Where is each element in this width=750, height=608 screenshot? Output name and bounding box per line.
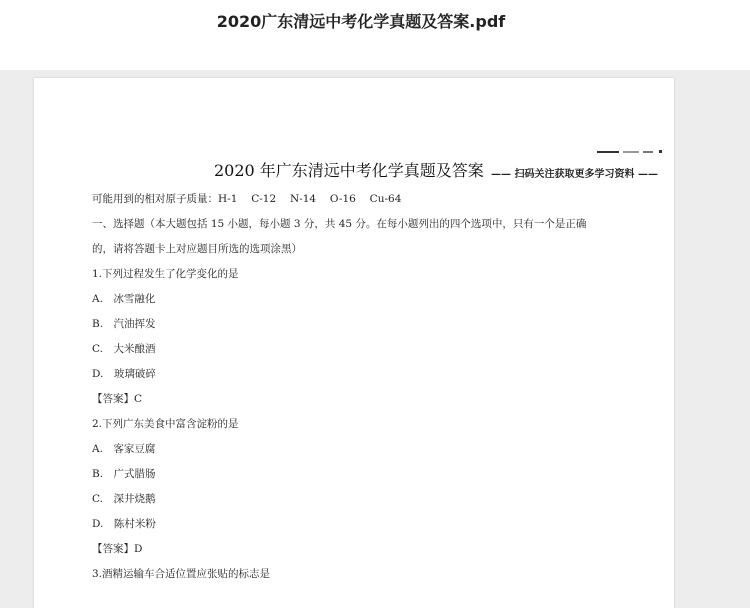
document-page <box>34 78 674 608</box>
text-line: 一、选择题（本大题包括 15 小题，每小题 3 分，共 45 分。在每小题列出的四个选项中，只有一个是正确 <box>92 218 587 230</box>
viewer-header <box>0 0 750 70</box>
text-line: 【答案】C <box>92 393 143 405</box>
text-line: B. 广式腊肠 <box>92 468 156 480</box>
text-line: D. 玻璃破碎 <box>92 368 156 380</box>
file-title: 2020广东清远中考化学真题及答案.pdf <box>216 12 506 31</box>
text-line: 3.酒精运输车合适位置应张贴的标志是 <box>92 568 271 580</box>
text-line: C. 深井烧鹅 <box>92 493 156 505</box>
text-line: A. 冰雪融化 <box>92 293 156 305</box>
text-line: B. 汽油挥发 <box>92 318 156 330</box>
promo-decoration <box>597 149 663 155</box>
text-line: 可能用到的相对原子质量：H-1 C-12 N-14 O-16 Cu-64 <box>92 193 402 205</box>
document-title: 2020 年广东清远中考化学真题及答案 <box>214 161 484 180</box>
text-line: D. 陈村米粉 <box>92 518 156 530</box>
text-line: C. 大米酿酒 <box>92 343 156 355</box>
promo-text: —— 扫码关注获取更多学习资料 —— <box>491 169 658 180</box>
text-line: 的，请将答题卡上对应题目所选的选项涂黑） <box>92 243 302 255</box>
text-line: 2.下列广东美食中富含淀粉的是 <box>92 418 239 430</box>
text-line: 1.下列过程发生了化学变化的是 <box>92 268 239 280</box>
text-line: 【答案】D <box>92 543 143 555</box>
text-line: A. 客家豆腐 <box>92 443 156 455</box>
